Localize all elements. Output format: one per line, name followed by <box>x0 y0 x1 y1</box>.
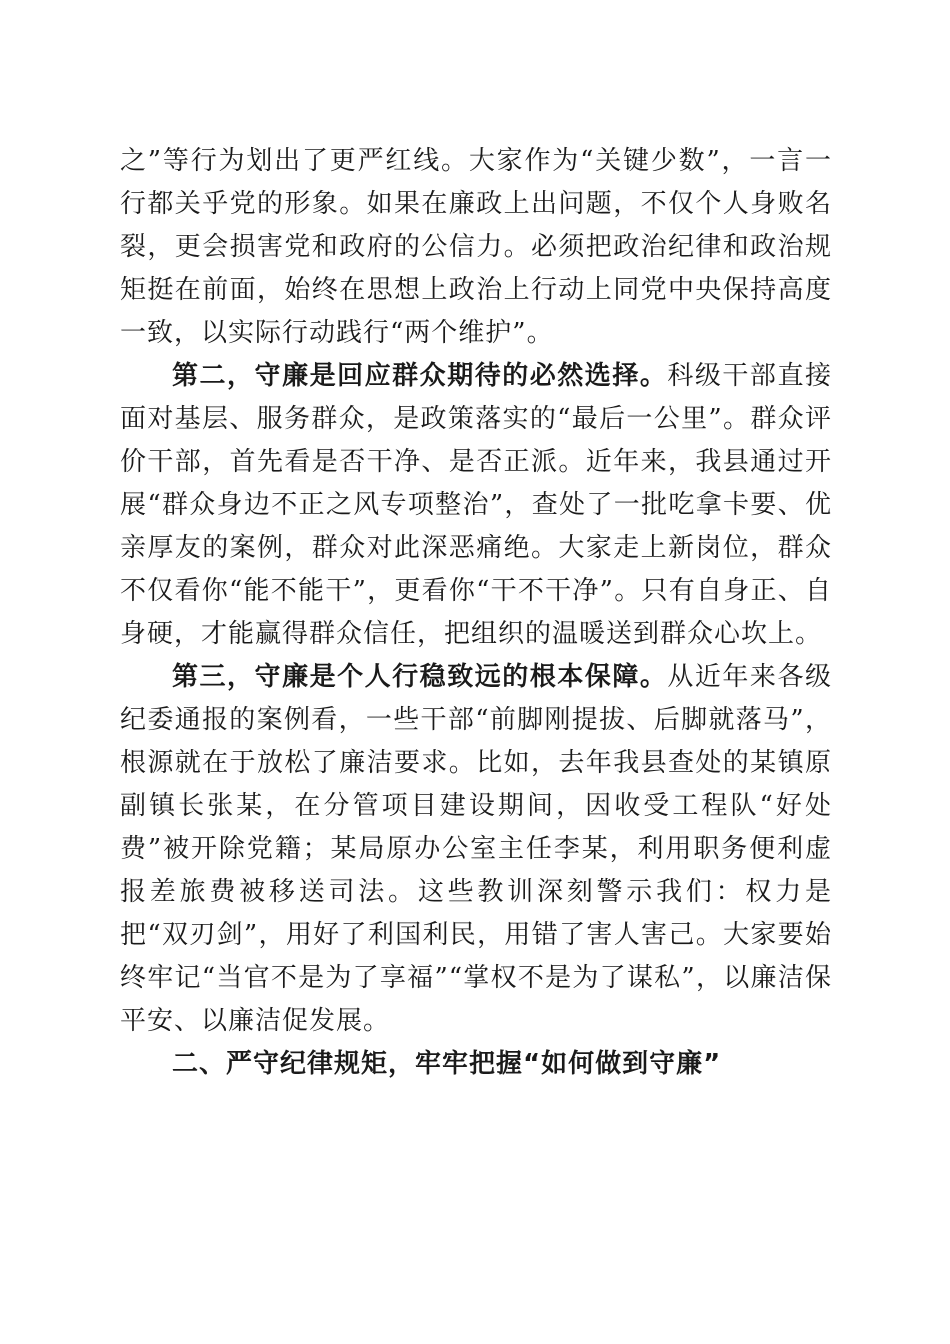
paragraph-second-point <box>120 355 832 656</box>
document-body <box>120 140 832 1086</box>
paragraph-text: 之”等行为划出了更严红线。大家作为“关键少数”，一言一行都关乎党的形象。如果在廉政上出问题，不仅个人身败名裂，更会损害党和政府的公信力。必须把政治纪律和政治规矩挺在前面，始终在思想上政治上行动上同党中央保持高度一致，以实际行动践行“两个维护”。 <box>120 146 832 348</box>
paragraph-continued <box>120 140 832 355</box>
paragraph-text: 科级干部直接面对基层、服务群众，是政策落实的“最后一公里”。群众评价干部，首先看是否干净、是否正派。近年来，我县通过开展“群众身边不正之风专项整治”，查处了一批吃拿卡要、优亲厚友的案例，群众对此深恶痛绝。大家走上新岗位，群众不仅看你“能不能干”，更看你“干不干净”。只有自身正、自身硬，才能赢得群众信任，把组织的温暖送到群众心坎上。 <box>120 361 832 649</box>
paragraph-lead: 第三，守廉是个人行稳致远的根本保障。 <box>172 662 668 692</box>
paragraph-third-point <box>120 656 832 1043</box>
paragraph-lead: 第二，守廉是回应群众期待的必然选择。 <box>172 361 668 391</box>
section-heading: 二、严守纪律规矩，牢牢把握“如何做到守廉” <box>172 1049 722 1079</box>
paragraph-text: 从近年来各级纪委通报的案例看，一些干部“前脚刚提拔、后脚就落马”，根源就在于放松了廉洁要求。比如，去年我县查处的某镇原副镇长张某，在分管项目建设期间，因收受工程队“好处费”被开除党籍；某局原办公室主任李某，利用职务便利虚报差旅费被移送司法。这些教训深刻警示我们：权力是把“双刃剑”，用好了利国利民，用错了害人害己。大家要始终牢记“当官不是为了享福”“掌权不是为了谋私”，以廉洁保平安、以廉洁促发展。 <box>120 662 832 1036</box>
